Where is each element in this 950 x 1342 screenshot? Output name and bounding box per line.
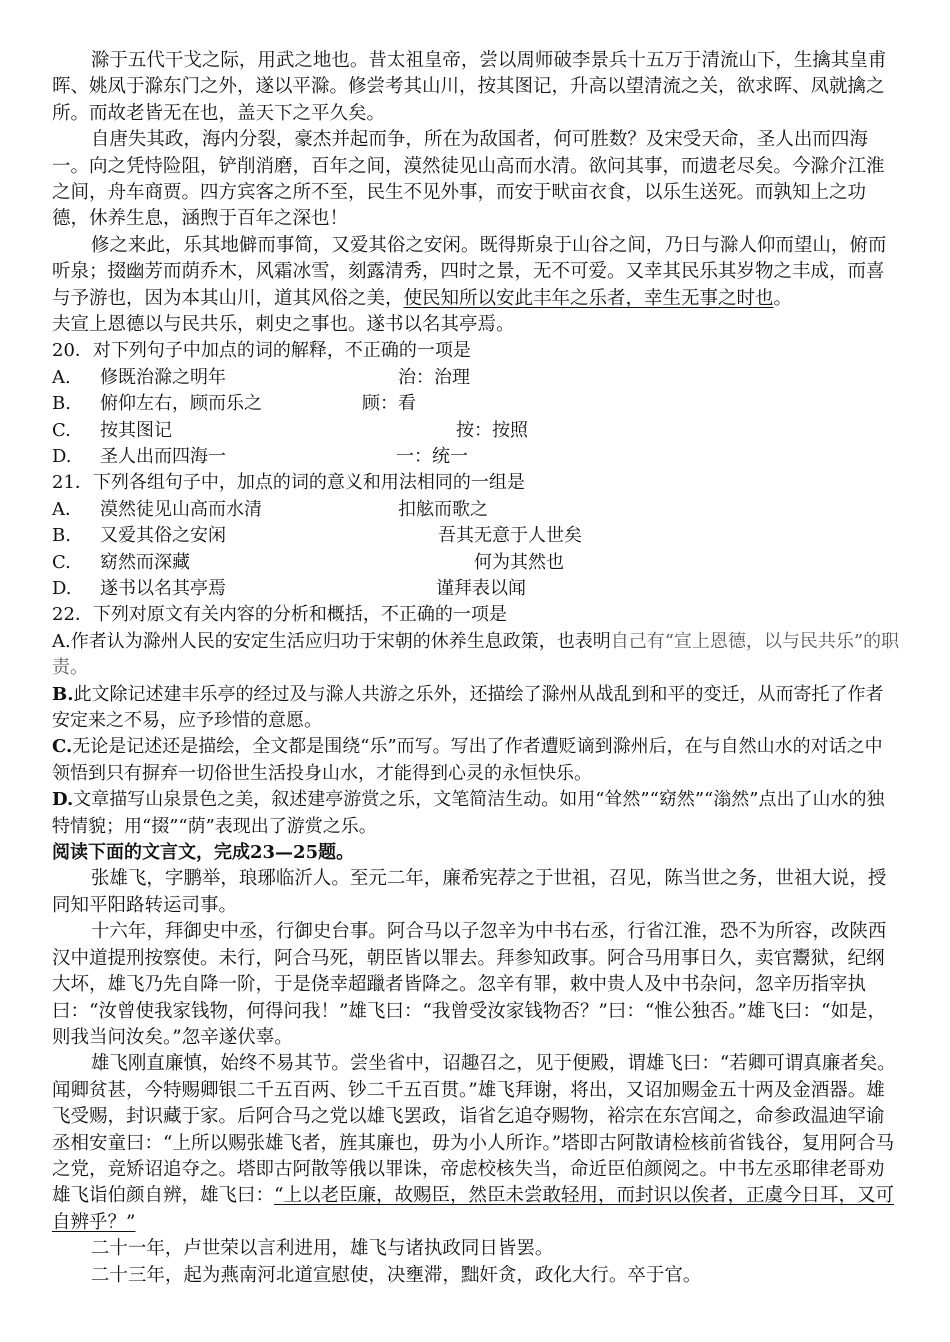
passage-paragraph: 张雄飞，字鹏举，琅琊临沂人。至元二年，廉希宪荐之于世祖，召见，陈当世之务，世祖大说，授同知平阳路转运司事。	[52, 868, 887, 916]
option-a: A． 漠然徒见山高而水清 扣舷而歌之	[52, 498, 488, 520]
passage-paragraph	[52, 233, 900, 312]
passage-paragraph: 十六年，拜御史中丞，行御史台事。阿合马以子忽辛为中书右丞，行省江淮，恐不为所容，改陕西汉中道提刑按察使。未行，阿合马死，朝臣皆以罪去。拜参知政事。阿合马用事日久，卖官鬻狱，纪纲大坏，雄飞乃先自降一阶，于是侥幸超躐者皆降之。忽辛有罪，敕中贵人及中书杂问，忽辛历指宰执曰：“汝曾使我家钱物，何得问我！”雄飞曰：“我曾受汝家钱物否？”曰：“惟公独否。”雄飞曰：“如是，则我当问汝矣。”忽辛遂伏辜。	[52, 921, 887, 1048]
section-title: 阅读下面的文言文，完成23—25题。	[52, 842, 355, 864]
question-stem: 20．对下列句子中加点的词的解释，不正确的一项是	[52, 340, 471, 362]
underlined-sentence: “上以老臣廉，故赐臣，然臣未尝敢轻用，而封识以俟者，正虞今日耳，又可自辨乎？”	[52, 1185, 894, 1233]
option-b: B. 俯仰左右，顾而乐之 顾：看	[52, 393, 416, 415]
question-22	[52, 602, 900, 840]
passage-text: 修之来此，乐其地僻而事简，又爱其俗之安闲。既得斯泉于山谷之间，乃日与滁人仰而望山，俯而听泉；掇幽芳而荫乔木，风霜冰雪，刻露清秀，四时之景，无不可爱。又幸其民乐其岁物之丰成，而喜与予游也，因为本其山川，道其风俗之美，	[52, 234, 887, 309]
passage-paragraph: 二十三年，起为燕南河北道宣慰使，决壅滞，黜奸贪，政化大行。卒于官。	[90, 1264, 702, 1286]
question-20	[52, 338, 900, 470]
option-d: D. 遂书以名其亭焉 谨拜表以闻	[52, 578, 526, 600]
passage-text: 雄飞刚直廉慎，始终不易其节。尝坐省中，诏趣召之，见于便殿，谓雄飞曰：“若卿可谓真廉者矣。闻卿贫甚，今特赐卿银二千五百两、钞二千五百贯。”雄飞拜谢，将出，又诏加赐金五十两及金酒器。雄飞受赐，封识藏于家。后阿合马之党以雄飞罢政，诣省乞追夺赐物，裕宗在东宫闻之，命参政温迪罕谕丞相安童曰：“上所以赐张雄飞者，旌其廉也，毋为小人所诈。”塔即古阿散请检核前省钱谷，复用阿合马之党，竞矫诏追夺之。塔即古阿散等俄以罪诛，帝虑校核失当，命近臣伯颜阅之。中书左丞耶律老哥劝雄飞诣伯颜自辨，雄飞曰：	[52, 1053, 896, 1207]
passage-paragraph: 滁于五代干戈之际，用武之地也。昔太祖皇帝，尝以周师破李景兵十五万于清流山下，生擒其皇甫晖、姚凤于滁东门之外，遂以平滁。修尝考其山川，按其图记，升高以望清流之关，欲求晖、凤就擒之所。而故老皆无在也，盖天下之平久矣。	[52, 50, 887, 124]
option-d: D. 圣人出而四海一 一：统一	[52, 446, 468, 468]
passage-fengleting	[52, 48, 900, 338]
option-b: B.此文除记述建丰乐亭的经过及与滁人共游之乐外，还描绘了滁州从战乱到和平的变迁，从而寄托了作者安定来之不易，应予珍惜的意愿。	[52, 683, 884, 732]
passage-text: 。	[773, 287, 793, 309]
option-c: C.无论是记述还是描绘，全文都是围绕“乐”而写。写出了作者遭贬谪到滁州后，在与自然山水的对话之中领悟到只有摒弃一切俗世生活投身山水，才能得到心灵的永恒快乐。	[52, 736, 883, 784]
passage-paragraph: 夫宣上恩德以与民共乐，刺史之事也。遂书以名其亭焉。	[52, 314, 515, 336]
question-stem: 22．下列对原文有关内容的分析和概括，不正确的一项是	[52, 604, 507, 626]
exam-page	[52, 48, 900, 1289]
option-c: C. 按其图记 按：按照	[52, 419, 528, 441]
passage-paragraph	[52, 1051, 900, 1236]
passage-paragraph: 二十一年，卢世荣以言利进用，雄飞与诸执政同日皆罢。	[90, 1238, 554, 1260]
option-a: A. 修既治滁之明年 治：治理	[52, 366, 470, 388]
option-c: C. 窈然而深藏 何为其然也	[52, 551, 564, 573]
option-d: D.文章描写山泉景色之美，叙述建亭游赏之乐，文笔简洁生动。如用“耸然”“窈然”“滃然”点出了山水的独特情貌；用“掇”“荫”表现出了游赏之乐。	[52, 789, 885, 837]
question-21	[52, 470, 900, 602]
option-a: A.作者认为滁州人民的安定生活应归功于宋朝的休养生息政策，也表明自己有“宣上恩德，以与民共乐”的职责。	[52, 630, 900, 679]
underlined-sentence: 使民知所以安此丰年之乐者，幸生无事之时也	[403, 287, 774, 309]
question-stem: 21．下列各组句子中，加点的词的意义和用法相同的一组是	[52, 472, 525, 494]
passage-paragraph: 自唐失其政，海内分裂，豪杰并起而争，所在为敌国者，何可胜数？及宋受天命，圣人出而四海一。向之凭恃险阻，铲削消磨，百年之间，漠然徒见山高而水清。欲问其事，而遗老尽矣。今滁介江淮之间，舟车商贾。四方宾客之所不至，民生不见外事，而安于畎亩衣食，以乐生送死。而孰知上之功德，休养生息，涵煦于百年之深也！	[52, 129, 885, 230]
passage-zhangxiongfei	[52, 866, 900, 1289]
option-b: B. 又爱其俗之安闲 吾其无意于人世矣	[52, 525, 582, 547]
